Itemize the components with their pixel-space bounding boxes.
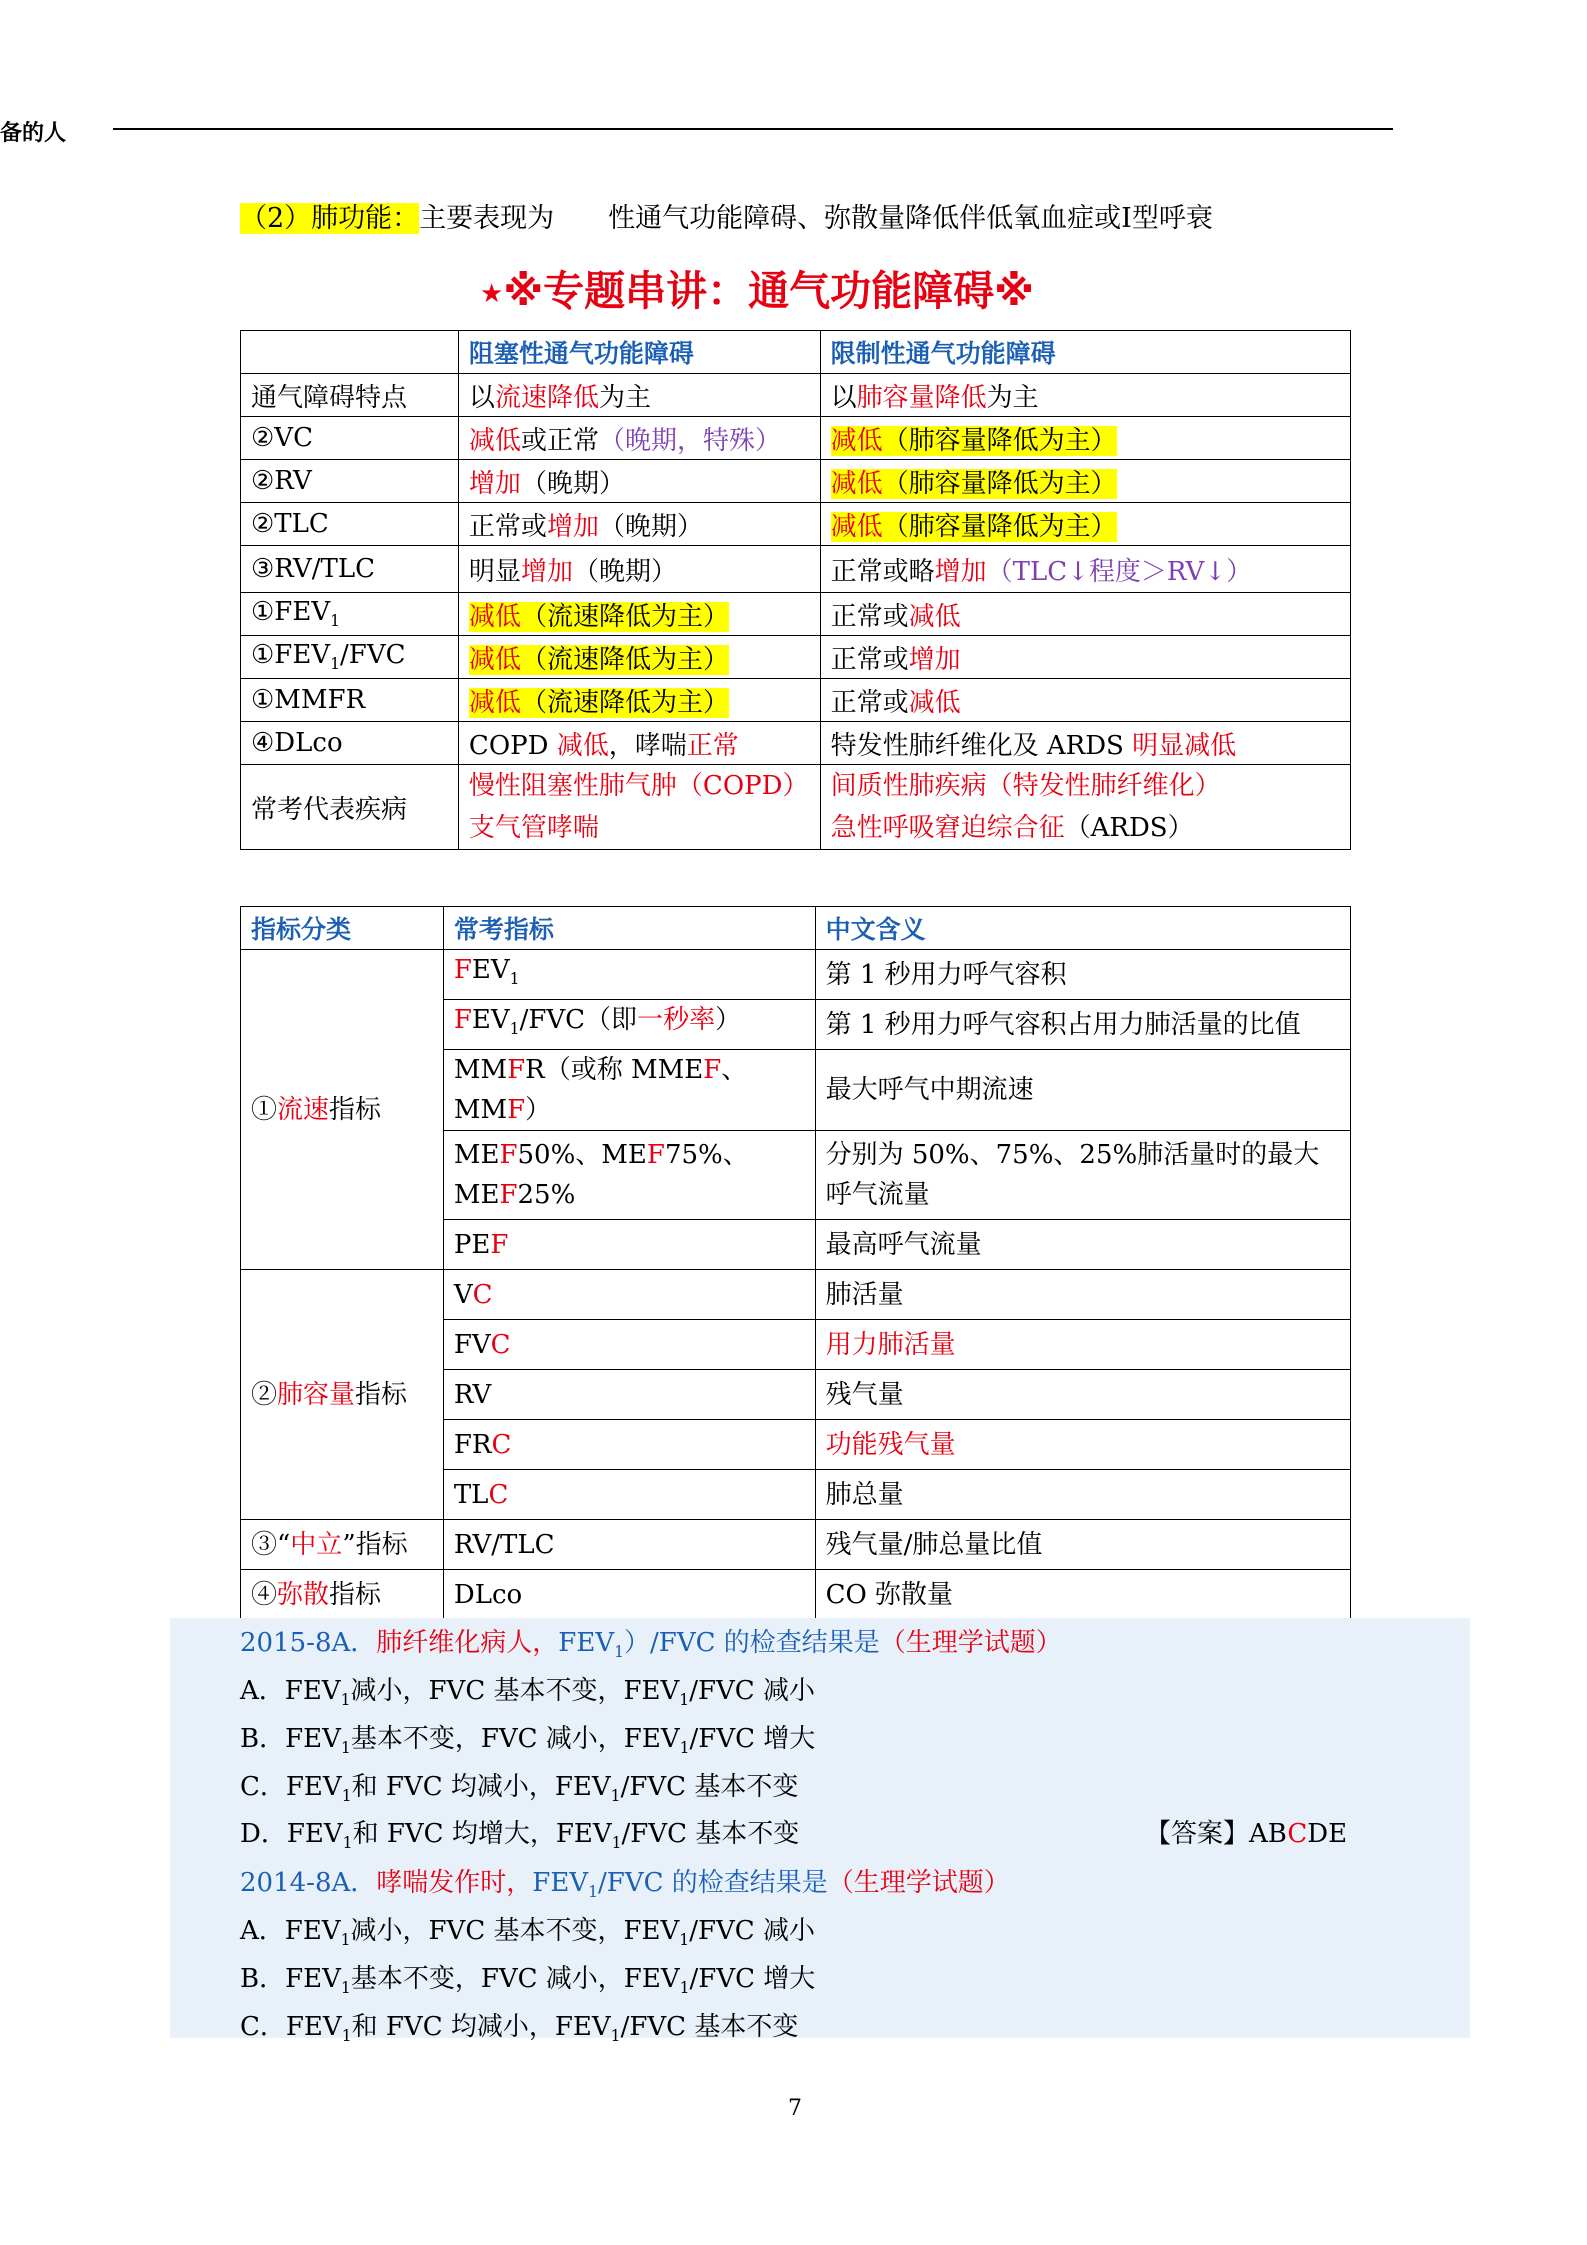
text: 明显 bbox=[468, 556, 521, 587]
meaning-cell: 残气量/肺总量比值 bbox=[815, 1520, 1350, 1570]
intro-line bbox=[240, 196, 1213, 235]
text: ①FEV bbox=[251, 640, 331, 671]
text: 明显减低 bbox=[1132, 730, 1237, 761]
text: 50%、ME bbox=[517, 1140, 647, 1171]
restrictive-cell bbox=[820, 679, 1350, 722]
meaning-cell: 第 1 秒用力呼气容积占用力肺活量的比值 bbox=[815, 1000, 1350, 1050]
text: F bbox=[499, 1140, 518, 1171]
text: 特发性肺纤维化及 ARDS bbox=[830, 730, 1133, 761]
text: ）/FVC 的检查结果是 bbox=[624, 1628, 880, 1658]
text: 以 bbox=[468, 382, 495, 413]
text: C bbox=[490, 1329, 511, 1360]
text: A．FEV bbox=[240, 1676, 341, 1706]
text: 慢性阻塞性肺气肿（COPD） bbox=[468, 771, 809, 801]
text: ） bbox=[715, 1005, 742, 1036]
subscript: 1 bbox=[340, 1691, 351, 1710]
subscript: 1 bbox=[610, 2027, 621, 2046]
text: （生理学试题） bbox=[879, 1628, 1062, 1658]
text: 减低 bbox=[830, 511, 883, 542]
text: 间质性肺疾病（特发性肺纤维化） bbox=[830, 771, 1221, 801]
text: 为主 bbox=[986, 382, 1039, 413]
header-rule bbox=[113, 128, 1393, 130]
text: F bbox=[453, 1005, 472, 1036]
text: 减低 bbox=[468, 687, 521, 718]
text: 肺容量降低 bbox=[856, 382, 987, 413]
text: 肺纤维化病人， bbox=[376, 1628, 559, 1658]
intro-label: （2）肺功能： bbox=[240, 203, 420, 234]
text: 中立 bbox=[290, 1529, 343, 1560]
question-stem bbox=[240, 1862, 1010, 1901]
restrictive-cell bbox=[820, 765, 1350, 850]
text: 增加 bbox=[934, 556, 987, 587]
indicator-table bbox=[240, 906, 1351, 1620]
table-row bbox=[241, 765, 1351, 850]
text: 减低 bbox=[468, 425, 521, 456]
text: 减小，FVC 基本不变，FEV bbox=[350, 1676, 680, 1706]
text: 减低 bbox=[830, 425, 883, 456]
subscript: 1 bbox=[330, 612, 341, 631]
obstructive-cell bbox=[458, 374, 820, 417]
text: 一秒率 bbox=[637, 1005, 716, 1036]
table-row bbox=[241, 546, 1351, 593]
text: /FVC 基本不变 bbox=[621, 1819, 800, 1849]
row-label: ③RV/TLC bbox=[241, 546, 459, 593]
text: F bbox=[499, 1180, 518, 1211]
text: 正常 bbox=[686, 730, 739, 761]
text: FEV bbox=[558, 1628, 615, 1658]
row-label: ②RV bbox=[241, 460, 459, 503]
subscript: 1 bbox=[340, 1931, 351, 1950]
meaning-cell: 肺活量 bbox=[815, 1270, 1350, 1320]
text: FEV bbox=[532, 1868, 589, 1898]
header-text: 备的人 bbox=[0, 121, 67, 146]
obstructive-cell bbox=[458, 765, 820, 850]
table-row bbox=[241, 1270, 1351, 1320]
indicator-cell bbox=[443, 1050, 815, 1131]
answer-text bbox=[1145, 1813, 1347, 1850]
indicator-cell bbox=[443, 1220, 815, 1270]
table-row bbox=[241, 679, 1351, 722]
question-option bbox=[240, 1718, 815, 1757]
text: 减低 bbox=[830, 468, 883, 499]
text: 呼气流量 bbox=[825, 1180, 930, 1211]
text: 、MM bbox=[453, 1055, 748, 1126]
text: 【答案】AB bbox=[1145, 1819, 1288, 1849]
text: 基本不变，FVC 减小，FEV bbox=[350, 1724, 680, 1754]
row-label: ②TLC bbox=[241, 503, 459, 546]
text: ④ bbox=[251, 1579, 278, 1610]
text: 弥散 bbox=[277, 1579, 330, 1610]
text: 流速降低 bbox=[494, 382, 599, 413]
group-cell-neutral bbox=[241, 1520, 444, 1570]
text: （肺容量降低为主） bbox=[882, 511, 1117, 542]
text: C bbox=[472, 1279, 493, 1310]
text: PE bbox=[453, 1229, 491, 1260]
group-cell-volume bbox=[241, 1270, 444, 1520]
restrictive-cell bbox=[820, 722, 1350, 765]
text: R（或称 MME bbox=[525, 1055, 704, 1086]
text: ME bbox=[453, 1140, 500, 1171]
text: /FVC 减小 bbox=[689, 1916, 815, 1946]
subscript: 1 bbox=[679, 1979, 690, 1998]
header-cell: 常考指标 bbox=[443, 907, 815, 950]
text: F bbox=[507, 1055, 526, 1086]
subscript: 1 bbox=[509, 1020, 520, 1039]
text: /FVC 基本不变 bbox=[620, 1772, 799, 1802]
subscript: 1 bbox=[341, 1787, 352, 1806]
text: COPD bbox=[468, 730, 557, 761]
intro-text: 主要表现为 性通气功能障碍、弥散量降低伴低氧血症或I型呼衰 bbox=[419, 203, 1213, 234]
text: 2014-8A． bbox=[240, 1868, 377, 1898]
text: （ARDS） bbox=[1064, 813, 1194, 843]
text: 增加 bbox=[468, 468, 521, 499]
subscript: 1 bbox=[588, 1883, 599, 1902]
row-label: ②VC bbox=[241, 417, 459, 460]
subscript: 1 bbox=[614, 1643, 625, 1662]
text: 正常或 bbox=[830, 687, 909, 718]
obstructive-cell bbox=[458, 593, 820, 636]
page-title bbox=[480, 258, 1034, 317]
question-option bbox=[240, 1766, 798, 1805]
subscript: 1 bbox=[330, 655, 341, 674]
header-cell: 中文含义 bbox=[815, 907, 1350, 950]
indicator-cell bbox=[443, 1470, 815, 1520]
text: 正常或 bbox=[830, 644, 909, 675]
text: 或正常 bbox=[520, 425, 599, 456]
indicator-cell bbox=[443, 950, 815, 1000]
page-number: 7 bbox=[788, 2096, 802, 2121]
restrictive-cell bbox=[820, 503, 1350, 546]
text: ，哮喘 bbox=[608, 730, 687, 761]
star-icon: ★ bbox=[480, 279, 504, 309]
header-cell bbox=[241, 331, 459, 374]
subscript: 1 bbox=[340, 1979, 351, 1998]
question-option bbox=[240, 1910, 815, 1949]
text: ① bbox=[251, 1094, 278, 1125]
text: /FVC（即 bbox=[519, 1005, 638, 1036]
text: （肺容量降低为主） bbox=[882, 468, 1117, 499]
header-cell: 限制性通气功能障碍 bbox=[820, 331, 1350, 374]
meaning-cell: 最高呼气流量 bbox=[815, 1220, 1350, 1270]
text: 以 bbox=[830, 382, 857, 413]
text: 减低 bbox=[468, 601, 521, 632]
text: ①FEV bbox=[251, 597, 331, 628]
text: C bbox=[488, 1479, 509, 1510]
text: 急性呼吸窘迫综合征 bbox=[830, 813, 1065, 843]
subscript: 1 bbox=[610, 1787, 621, 1806]
table-header-row bbox=[241, 907, 1351, 950]
indicator-cell bbox=[443, 1370, 815, 1420]
subscript: 1 bbox=[679, 1739, 690, 1758]
text: 为主 bbox=[598, 382, 651, 413]
text: （晚期，特殊） bbox=[598, 425, 781, 456]
text: ③“ bbox=[251, 1529, 291, 1560]
obstructive-cell bbox=[458, 722, 820, 765]
table-row bbox=[241, 1570, 1351, 1620]
indicator-cell: DLco bbox=[443, 1570, 815, 1620]
text: B．FEV bbox=[240, 1964, 341, 1994]
text: ”指标 bbox=[342, 1529, 408, 1560]
row-label: 通气障碍特点 bbox=[241, 374, 459, 417]
text: EV bbox=[471, 1005, 510, 1036]
text: RV bbox=[453, 1379, 492, 1410]
meaning-cell: 第 1 秒用力呼气容积 bbox=[815, 950, 1350, 1000]
text: （流速降低为主） bbox=[520, 687, 729, 718]
meaning-cell: 残气量 bbox=[815, 1370, 1350, 1420]
row-label: ①MMFR bbox=[241, 679, 459, 722]
text: V bbox=[453, 1279, 473, 1310]
meaning-cell: 最大呼气中期流速 bbox=[815, 1050, 1350, 1131]
table-row bbox=[241, 1520, 1351, 1570]
text: A．FEV bbox=[240, 1916, 341, 1946]
indicator-cell bbox=[443, 1131, 815, 1220]
text: 增加 bbox=[908, 644, 961, 675]
text: 减低 bbox=[556, 730, 609, 761]
text: （晚期） bbox=[572, 556, 677, 587]
text: 指标 bbox=[329, 1579, 382, 1610]
text: （流速降低为主） bbox=[520, 601, 729, 632]
subscript: 1 bbox=[340, 1739, 351, 1758]
restrictive-cell bbox=[820, 460, 1350, 503]
subscript: 1 bbox=[342, 1834, 353, 1853]
text: 增加 bbox=[520, 556, 573, 587]
text: （肺容量降低为主） bbox=[882, 425, 1117, 456]
indicator-cell: RV/TLC bbox=[443, 1520, 815, 1570]
text: 25% bbox=[517, 1180, 576, 1211]
text: 指标 bbox=[329, 1094, 382, 1125]
text: DE bbox=[1307, 1819, 1348, 1849]
question-option bbox=[240, 1813, 799, 1852]
row-label bbox=[241, 636, 459, 679]
text: /FVC bbox=[340, 640, 406, 671]
table-row bbox=[241, 722, 1351, 765]
header-cell: 指标分类 bbox=[241, 907, 444, 950]
text: 2015-8A． bbox=[240, 1628, 377, 1658]
question-option bbox=[240, 2006, 798, 2045]
obstructive-cell bbox=[458, 503, 820, 546]
obstructive-cell bbox=[458, 460, 820, 503]
meaning-cell: 肺总量 bbox=[815, 1470, 1350, 1520]
restrictive-cell bbox=[820, 546, 1350, 593]
restrictive-cell bbox=[820, 374, 1350, 417]
table-row bbox=[241, 417, 1351, 460]
text: FV bbox=[453, 1329, 491, 1360]
text: （TLC↓程度＞RV↓） bbox=[986, 556, 1253, 587]
text: D．FEV bbox=[240, 1819, 343, 1849]
text: 指标 bbox=[355, 1379, 408, 1410]
meaning-cell: 功能残气量 bbox=[815, 1420, 1350, 1470]
text: EV bbox=[471, 955, 510, 985]
text: 和 FVC 均减小，FEV bbox=[351, 1772, 611, 1802]
obstructive-cell bbox=[458, 546, 820, 593]
text: 增加 bbox=[546, 511, 599, 542]
text: C bbox=[1287, 1819, 1308, 1849]
text: 减低 bbox=[908, 687, 961, 718]
indicator-cell bbox=[443, 1420, 815, 1470]
subscript: 1 bbox=[341, 2027, 352, 2046]
indicator-cell bbox=[443, 1000, 815, 1050]
indicator-cell bbox=[443, 1270, 815, 1320]
restrictive-cell bbox=[820, 417, 1350, 460]
obstructive-cell bbox=[458, 417, 820, 460]
text: /FVC 增大 bbox=[689, 1964, 816, 1994]
group-cell-diffusion bbox=[241, 1570, 444, 1620]
row-label: ④DLco bbox=[241, 722, 459, 765]
text: ② bbox=[251, 1379, 278, 1410]
text: F bbox=[646, 1140, 665, 1171]
text: F bbox=[703, 1055, 722, 1086]
text: 正常或 bbox=[830, 601, 909, 632]
text: MM bbox=[453, 1055, 508, 1086]
text: 正常或略 bbox=[830, 556, 935, 587]
text: F bbox=[490, 1229, 509, 1260]
table-row bbox=[241, 950, 1351, 1000]
question-option bbox=[240, 1958, 815, 1997]
text: FR bbox=[453, 1429, 492, 1460]
text: B．FEV bbox=[240, 1724, 341, 1754]
question-stem bbox=[240, 1622, 1062, 1661]
text: 和 FVC 均增大，FEV bbox=[352, 1819, 612, 1849]
subscript: 1 bbox=[679, 1931, 690, 1950]
subscript: 1 bbox=[611, 1834, 622, 1853]
table-row bbox=[241, 636, 1351, 679]
question-option bbox=[240, 1670, 815, 1709]
table-row bbox=[241, 460, 1351, 503]
text: F bbox=[453, 955, 472, 985]
text: /FVC 基本不变 bbox=[620, 2012, 799, 2042]
text: 基本不变，FVC 减小，FEV bbox=[350, 1964, 680, 1994]
table-header-row bbox=[241, 331, 1351, 374]
header-cell: 阻塞性通气功能障碍 bbox=[458, 331, 820, 374]
text: C．FEV bbox=[240, 2012, 342, 2042]
text: TL bbox=[453, 1479, 489, 1510]
group-cell-flow bbox=[241, 950, 444, 1270]
text: C bbox=[491, 1429, 512, 1460]
text: 和 FVC 均减小，FEV bbox=[351, 2012, 611, 2042]
subscript: 1 bbox=[679, 1691, 690, 1710]
text: C．FEV bbox=[240, 1772, 342, 1802]
text: 支气管哮喘 bbox=[468, 813, 599, 843]
text: /FVC 的检查结果是 bbox=[598, 1868, 828, 1898]
indicator-cell bbox=[443, 1320, 815, 1370]
text: ） bbox=[525, 1095, 552, 1126]
text: 流速 bbox=[277, 1094, 330, 1125]
title-text: ※专题串讲：通气功能障碍※ bbox=[503, 267, 1035, 315]
text: /FVC 减小 bbox=[689, 1676, 815, 1706]
text: 减低 bbox=[468, 644, 521, 675]
row-label bbox=[241, 593, 459, 636]
text: /FVC 增大 bbox=[689, 1724, 816, 1754]
restrictive-cell bbox=[820, 593, 1350, 636]
meaning-cell bbox=[815, 1131, 1350, 1220]
meaning-cell: CO 弥散量 bbox=[815, 1570, 1350, 1620]
ventilation-comparison-table bbox=[240, 330, 1351, 850]
table-row bbox=[241, 503, 1351, 546]
obstructive-cell bbox=[458, 636, 820, 679]
restrictive-cell bbox=[820, 636, 1350, 679]
table-row bbox=[241, 374, 1351, 417]
text: ME bbox=[453, 1180, 500, 1211]
meaning-cell: 用力肺活量 bbox=[815, 1320, 1350, 1370]
text: 减低 bbox=[908, 601, 961, 632]
text: （晚期） bbox=[598, 511, 703, 542]
text: （流速降低为主） bbox=[520, 644, 729, 675]
text: 分别为 50%、75%、25%肺活量时的最大 bbox=[825, 1140, 1320, 1171]
text: 肺容量 bbox=[277, 1379, 356, 1410]
text: （晚期） bbox=[520, 468, 625, 499]
row-label: 常考代表疾病 bbox=[241, 765, 459, 850]
text: F bbox=[507, 1095, 526, 1126]
text: （生理学试题） bbox=[827, 1868, 1010, 1898]
obstructive-cell bbox=[458, 679, 820, 722]
subscript: 1 bbox=[509, 970, 520, 989]
text: 哮喘发作时， bbox=[376, 1868, 533, 1898]
text: 正常或 bbox=[468, 511, 547, 542]
text: 减小，FVC 基本不变，FEV bbox=[350, 1916, 680, 1946]
text: 75%、 bbox=[664, 1140, 749, 1171]
table-row bbox=[241, 593, 1351, 636]
